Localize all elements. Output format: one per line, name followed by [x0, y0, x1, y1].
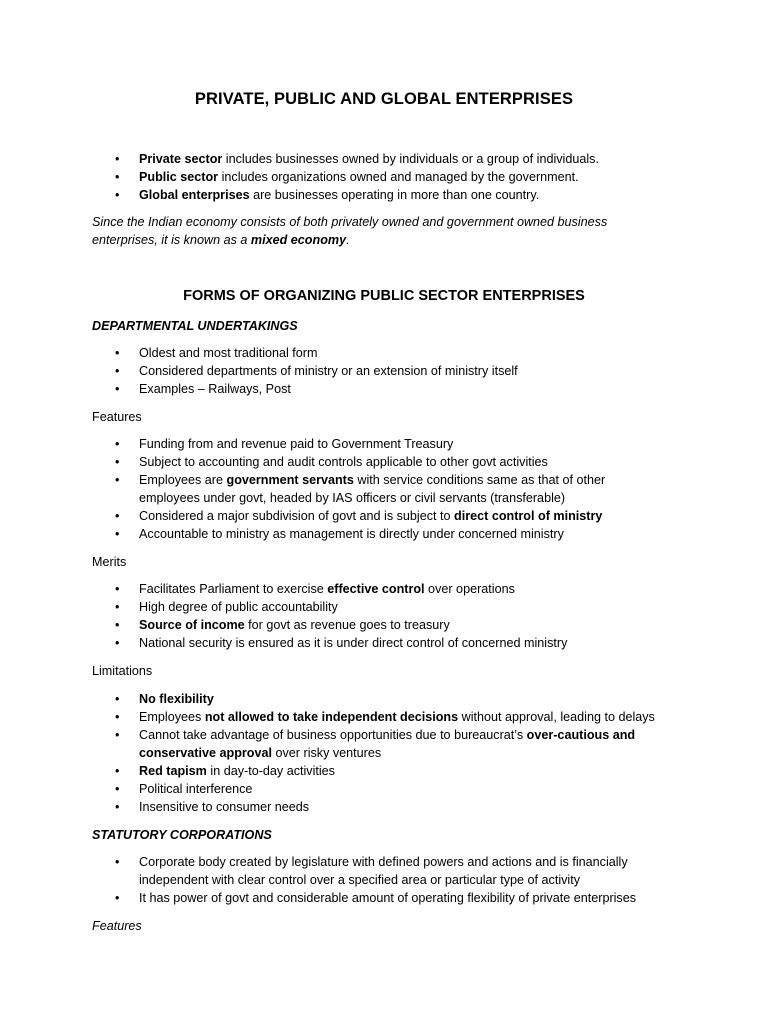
intro-list — [0, 150, 659, 204]
list-item: • Public sector includes organizations owned and managed by the government. — [0, 168, 659, 186]
list-item: • Funding from and revenue paid to Government Treasury — [0, 435, 659, 453]
list-item: • Considered a major subdivision of govt and is subject to direct control of ministry — [0, 507, 659, 525]
subheading-limitations: Limitations — [92, 664, 153, 678]
list-item: • Subject to accounting and audit controls applicable to other govt activities — [0, 453, 659, 471]
list-item: • Political interference — [0, 780, 659, 798]
list-item: • Accountable to ministry as management is directly under concerned ministry — [0, 525, 659, 543]
statutory-list — [0, 853, 659, 907]
limitations-list — [0, 690, 659, 816]
list-item: • Source of income for govt as revenue goes to treasury — [0, 616, 659, 634]
list-item: • No flexibility — [0, 690, 659, 708]
merits-list — [0, 580, 659, 652]
section-title: FORMS OF ORGANIZING PUBLIC SECTOR ENTERPRISES — [183, 288, 585, 304]
list-item: • Examples – Railways, Post — [0, 380, 659, 398]
list-item: • Corporate body created by legislature with defined powers and actions and is financially independent with clear control over a specified area or particular type of activity — [0, 853, 659, 889]
list-item: • Red tapism in day-to-day activities — [0, 762, 659, 780]
list-item: • Considered departments of ministry or an extension of ministry itself — [0, 362, 659, 380]
list-item: • Global enterprises are businesses operating in more than one country. — [0, 186, 659, 204]
list-item: • High degree of public accountability — [0, 598, 659, 616]
list-item: • Insensitive to consumer needs — [0, 798, 659, 816]
departmental-list — [0, 344, 659, 398]
list-item: • It has power of govt and considerable amount of operating flexibility of private enterprises — [0, 889, 659, 907]
subheading-features-2: Features — [92, 919, 142, 933]
page-title: PRIVATE, PUBLIC AND GLOBAL ENTERPRISES — [194, 90, 574, 108]
features-list — [0, 435, 659, 543]
list-item: • National security is ensured as it is under direct control of concerned ministry — [0, 634, 659, 652]
list-item: • Oldest and most traditional form — [0, 344, 659, 362]
subheading-features: Features — [92, 410, 142, 424]
list-item: • Private sector includes businesses owned by individuals or a group of individuals. — [0, 150, 659, 168]
list-item: • Employees not allowed to take independent decisions without approval, leading to delays — [0, 708, 659, 726]
list-item: • Employees are government servants with service conditions same as that of other employees under govt, headed by IAS officers or civil servants (transferable) — [0, 471, 659, 507]
mixed-economy-paragraph: Since the Indian economy consists of both privately owned and government owned business enterprises, it is known as a mixed economy. — [92, 215, 608, 247]
subheading-departmental: DEPARTMENTAL UNDERTAKINGS — [92, 319, 298, 333]
subheading-merits: Merits — [92, 555, 127, 569]
list-item: • Facilitates Parliament to exercise effective control over operations — [0, 580, 659, 598]
subheading-statutory: STATUTORY CORPORATIONS — [92, 828, 272, 842]
list-item: • Cannot take advantage of business opportunities due to bureaucrat’s over-cautious and conservative approval over risky ventures — [0, 726, 659, 762]
